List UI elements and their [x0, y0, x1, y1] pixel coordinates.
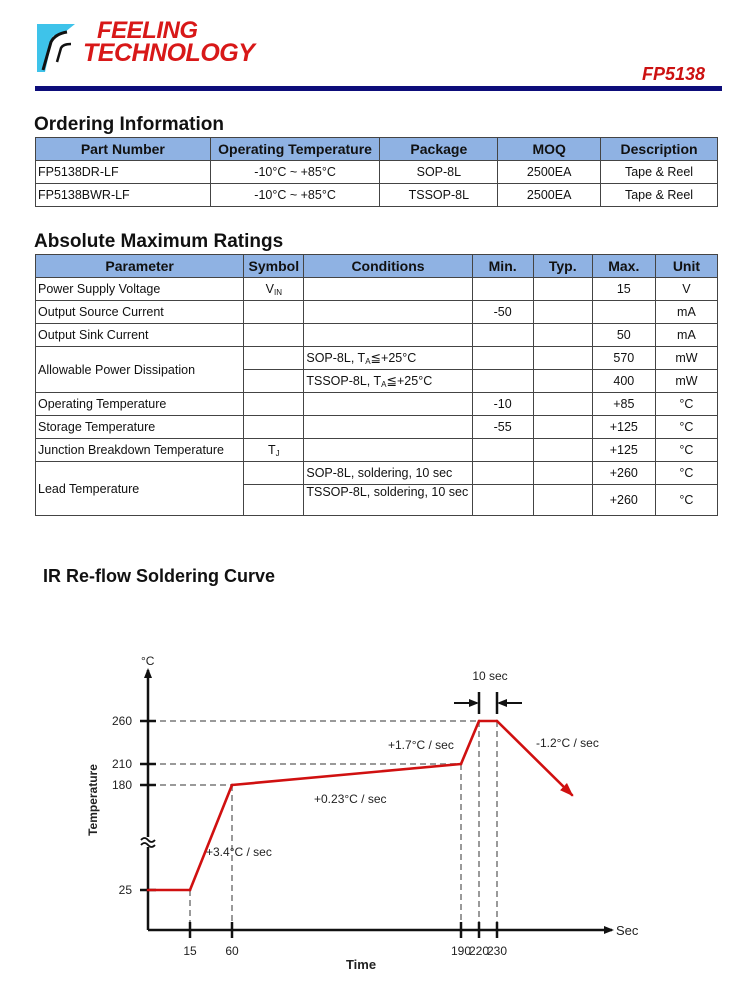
- typ: [533, 301, 592, 324]
- min: [472, 324, 533, 347]
- package: TSSOP-8L: [380, 184, 498, 207]
- table-row: [36, 324, 718, 347]
- table-header-row: [36, 255, 718, 278]
- min: [472, 347, 533, 370]
- header-divider: [35, 86, 722, 91]
- reflow-curve-segment: [232, 764, 461, 785]
- x-tick-label: 60: [225, 944, 239, 958]
- unit: °C: [655, 485, 717, 516]
- annotation-cool-down: -1.2°C / sec: [536, 736, 599, 750]
- annotation-peak-dwell: 10 sec: [472, 669, 508, 683]
- x-tick-label: 230: [486, 944, 508, 958]
- conditions: [304, 439, 472, 462]
- col-header: MOQ: [498, 138, 601, 161]
- max: [592, 301, 655, 324]
- axis-break-icon: [141, 837, 155, 847]
- symbol-main: T: [268, 442, 276, 457]
- operating-temperature: -10°C ~ +85°C: [210, 184, 380, 207]
- max: +125: [592, 416, 655, 439]
- symbol: [244, 462, 304, 485]
- typ: [533, 324, 592, 347]
- annotation-soak: +0.23°C / sec: [314, 792, 387, 806]
- reflow-chart: [0, 640, 750, 1000]
- moq: 2500EA: [498, 184, 601, 207]
- parameter: Operating Temperature: [36, 393, 244, 416]
- col-header: Conditions: [304, 255, 472, 278]
- max: 570: [592, 347, 655, 370]
- symbol-main: V: [265, 281, 274, 296]
- description: Tape & Reel: [601, 161, 718, 184]
- y-tick-label: 210: [111, 757, 132, 771]
- parameter: Allowable Power Dissipation: [36, 347, 244, 393]
- col-header: Operating Temperature: [210, 138, 380, 161]
- model-number: FP5138: [641, 64, 705, 84]
- col-header: Package: [380, 138, 498, 161]
- part-number: FP5138BWR-LF: [36, 184, 211, 207]
- unit: °C: [655, 462, 717, 485]
- min: [472, 485, 533, 516]
- col-header: Part Number: [36, 138, 211, 161]
- typ: [533, 393, 592, 416]
- symbol: [244, 416, 304, 439]
- max: +260: [592, 462, 655, 485]
- table-header-row: [36, 138, 718, 161]
- col-header: Max.: [592, 255, 655, 278]
- x-tick-label: 220: [468, 944, 490, 958]
- max: 15: [592, 278, 655, 301]
- typ: [533, 347, 592, 370]
- package: SOP-8L: [380, 161, 498, 184]
- annotation-ramp-to-peak: +1.7°C / sec: [388, 738, 454, 752]
- reflow-curve-segment: [461, 721, 479, 764]
- y-tick-label: 180: [111, 778, 132, 792]
- x-tick-label: 190: [450, 944, 472, 958]
- col-header: Symbol: [244, 255, 304, 278]
- condition-subscript: A: [381, 380, 387, 389]
- max: +85: [592, 393, 655, 416]
- max: 400: [592, 370, 655, 393]
- symbol: [244, 439, 304, 462]
- col-header: Typ.: [533, 255, 592, 278]
- table-row: [36, 301, 718, 324]
- company-name: [83, 17, 255, 67]
- typ: [533, 370, 592, 393]
- condition-text: SOP-8L, T: [306, 351, 366, 365]
- x-unit-label: Sec: [616, 923, 639, 938]
- conditions: [304, 324, 472, 347]
- typ: [533, 462, 592, 485]
- company-name-line1: FEELING: [97, 17, 198, 44]
- chart-title: IR Re-flow Soldering Curve: [43, 566, 276, 586]
- condition-text: ≦+25°C: [386, 374, 433, 388]
- unit: mA: [655, 324, 717, 347]
- ordering-info-table: [35, 137, 718, 207]
- ordering-info-title: Ordering Information: [34, 114, 224, 135]
- unit: °C: [655, 439, 717, 462]
- typ: [533, 439, 592, 462]
- condition-subscript: A: [365, 357, 371, 366]
- symbol-subscript: J: [275, 448, 280, 458]
- symbol: [244, 347, 304, 370]
- table-row: [36, 184, 718, 207]
- y-tick-label: 25: [118, 883, 132, 897]
- parameter: Output Source Current: [36, 301, 244, 324]
- unit: mW: [655, 370, 717, 393]
- condition-text: TSSOP-8L, T: [306, 374, 382, 388]
- reflow-curve-segment: [497, 721, 572, 795]
- conditions: SOP-8L, soldering, 10 sec: [304, 462, 472, 485]
- symbol: [244, 324, 304, 347]
- annotation-ramp-up: +3.4°C / sec: [206, 845, 272, 859]
- table-row: [36, 439, 718, 462]
- min: [472, 370, 533, 393]
- conditions: [304, 301, 472, 324]
- table-row: [36, 462, 718, 485]
- min: [472, 462, 533, 485]
- absolute-max-ratings-table: [35, 254, 718, 516]
- y-unit-label: °C: [141, 654, 155, 668]
- unit: mA: [655, 301, 717, 324]
- table-row: [36, 416, 718, 439]
- symbol-subscript: IN: [274, 287, 282, 297]
- conditions: [304, 416, 472, 439]
- reflow-curve-segment: [190, 785, 232, 890]
- col-header: Description: [601, 138, 718, 161]
- moq: 2500EA: [498, 161, 601, 184]
- min: -50: [472, 301, 533, 324]
- col-header: Parameter: [36, 255, 244, 278]
- table-row: [36, 278, 718, 301]
- unit: V: [655, 278, 717, 301]
- conditions: [304, 347, 472, 370]
- company-logo: [35, 18, 275, 78]
- parameter: Junction Breakdown Temperature: [36, 439, 244, 462]
- y-axis-title: Temperature: [86, 764, 100, 836]
- symbol: [244, 393, 304, 416]
- condition-text: ≦+25°C: [370, 351, 417, 365]
- conditions: [304, 393, 472, 416]
- symbol: [244, 301, 304, 324]
- y-tick-label: 260: [111, 714, 132, 728]
- unit: °C: [655, 416, 717, 439]
- parameter: Output Sink Current: [36, 324, 244, 347]
- col-header: Min.: [472, 255, 533, 278]
- unit: mW: [655, 347, 717, 370]
- symbol: [244, 485, 304, 516]
- symbol: [244, 278, 304, 301]
- company-name-line2: TECHNOLOGY: [83, 39, 255, 67]
- max: +260: [592, 485, 655, 516]
- max: 50: [592, 324, 655, 347]
- table-row: [36, 161, 718, 184]
- typ: [533, 278, 592, 301]
- min: [472, 278, 533, 301]
- min: -55: [472, 416, 533, 439]
- x-axis-title: Time: [345, 957, 377, 972]
- operating-temperature: -10°C ~ +85°C: [210, 161, 380, 184]
- absolute-max-ratings-title: Absolute Maximum Ratings: [34, 231, 284, 252]
- parameter: Lead Temperature: [36, 462, 244, 516]
- min: [472, 439, 533, 462]
- min: -10: [472, 393, 533, 416]
- conditions: TSSOP-8L, soldering, 10 sec: [304, 485, 472, 516]
- max: +125: [592, 439, 655, 462]
- conditions: [304, 278, 472, 301]
- col-header: Unit: [655, 255, 717, 278]
- part-number: FP5138DR-LF: [36, 161, 211, 184]
- conditions: [304, 370, 472, 393]
- logo-mark-icon: [35, 22, 79, 74]
- x-tick-label: 15: [183, 944, 197, 958]
- parameter: Power Supply Voltage: [36, 278, 244, 301]
- table-row: [36, 347, 718, 370]
- unit: °C: [655, 393, 717, 416]
- table-row: [36, 393, 718, 416]
- typ: [533, 416, 592, 439]
- symbol: [244, 370, 304, 393]
- parameter: Storage Temperature: [36, 416, 244, 439]
- description: Tape & Reel: [601, 184, 718, 207]
- typ: [533, 485, 592, 516]
